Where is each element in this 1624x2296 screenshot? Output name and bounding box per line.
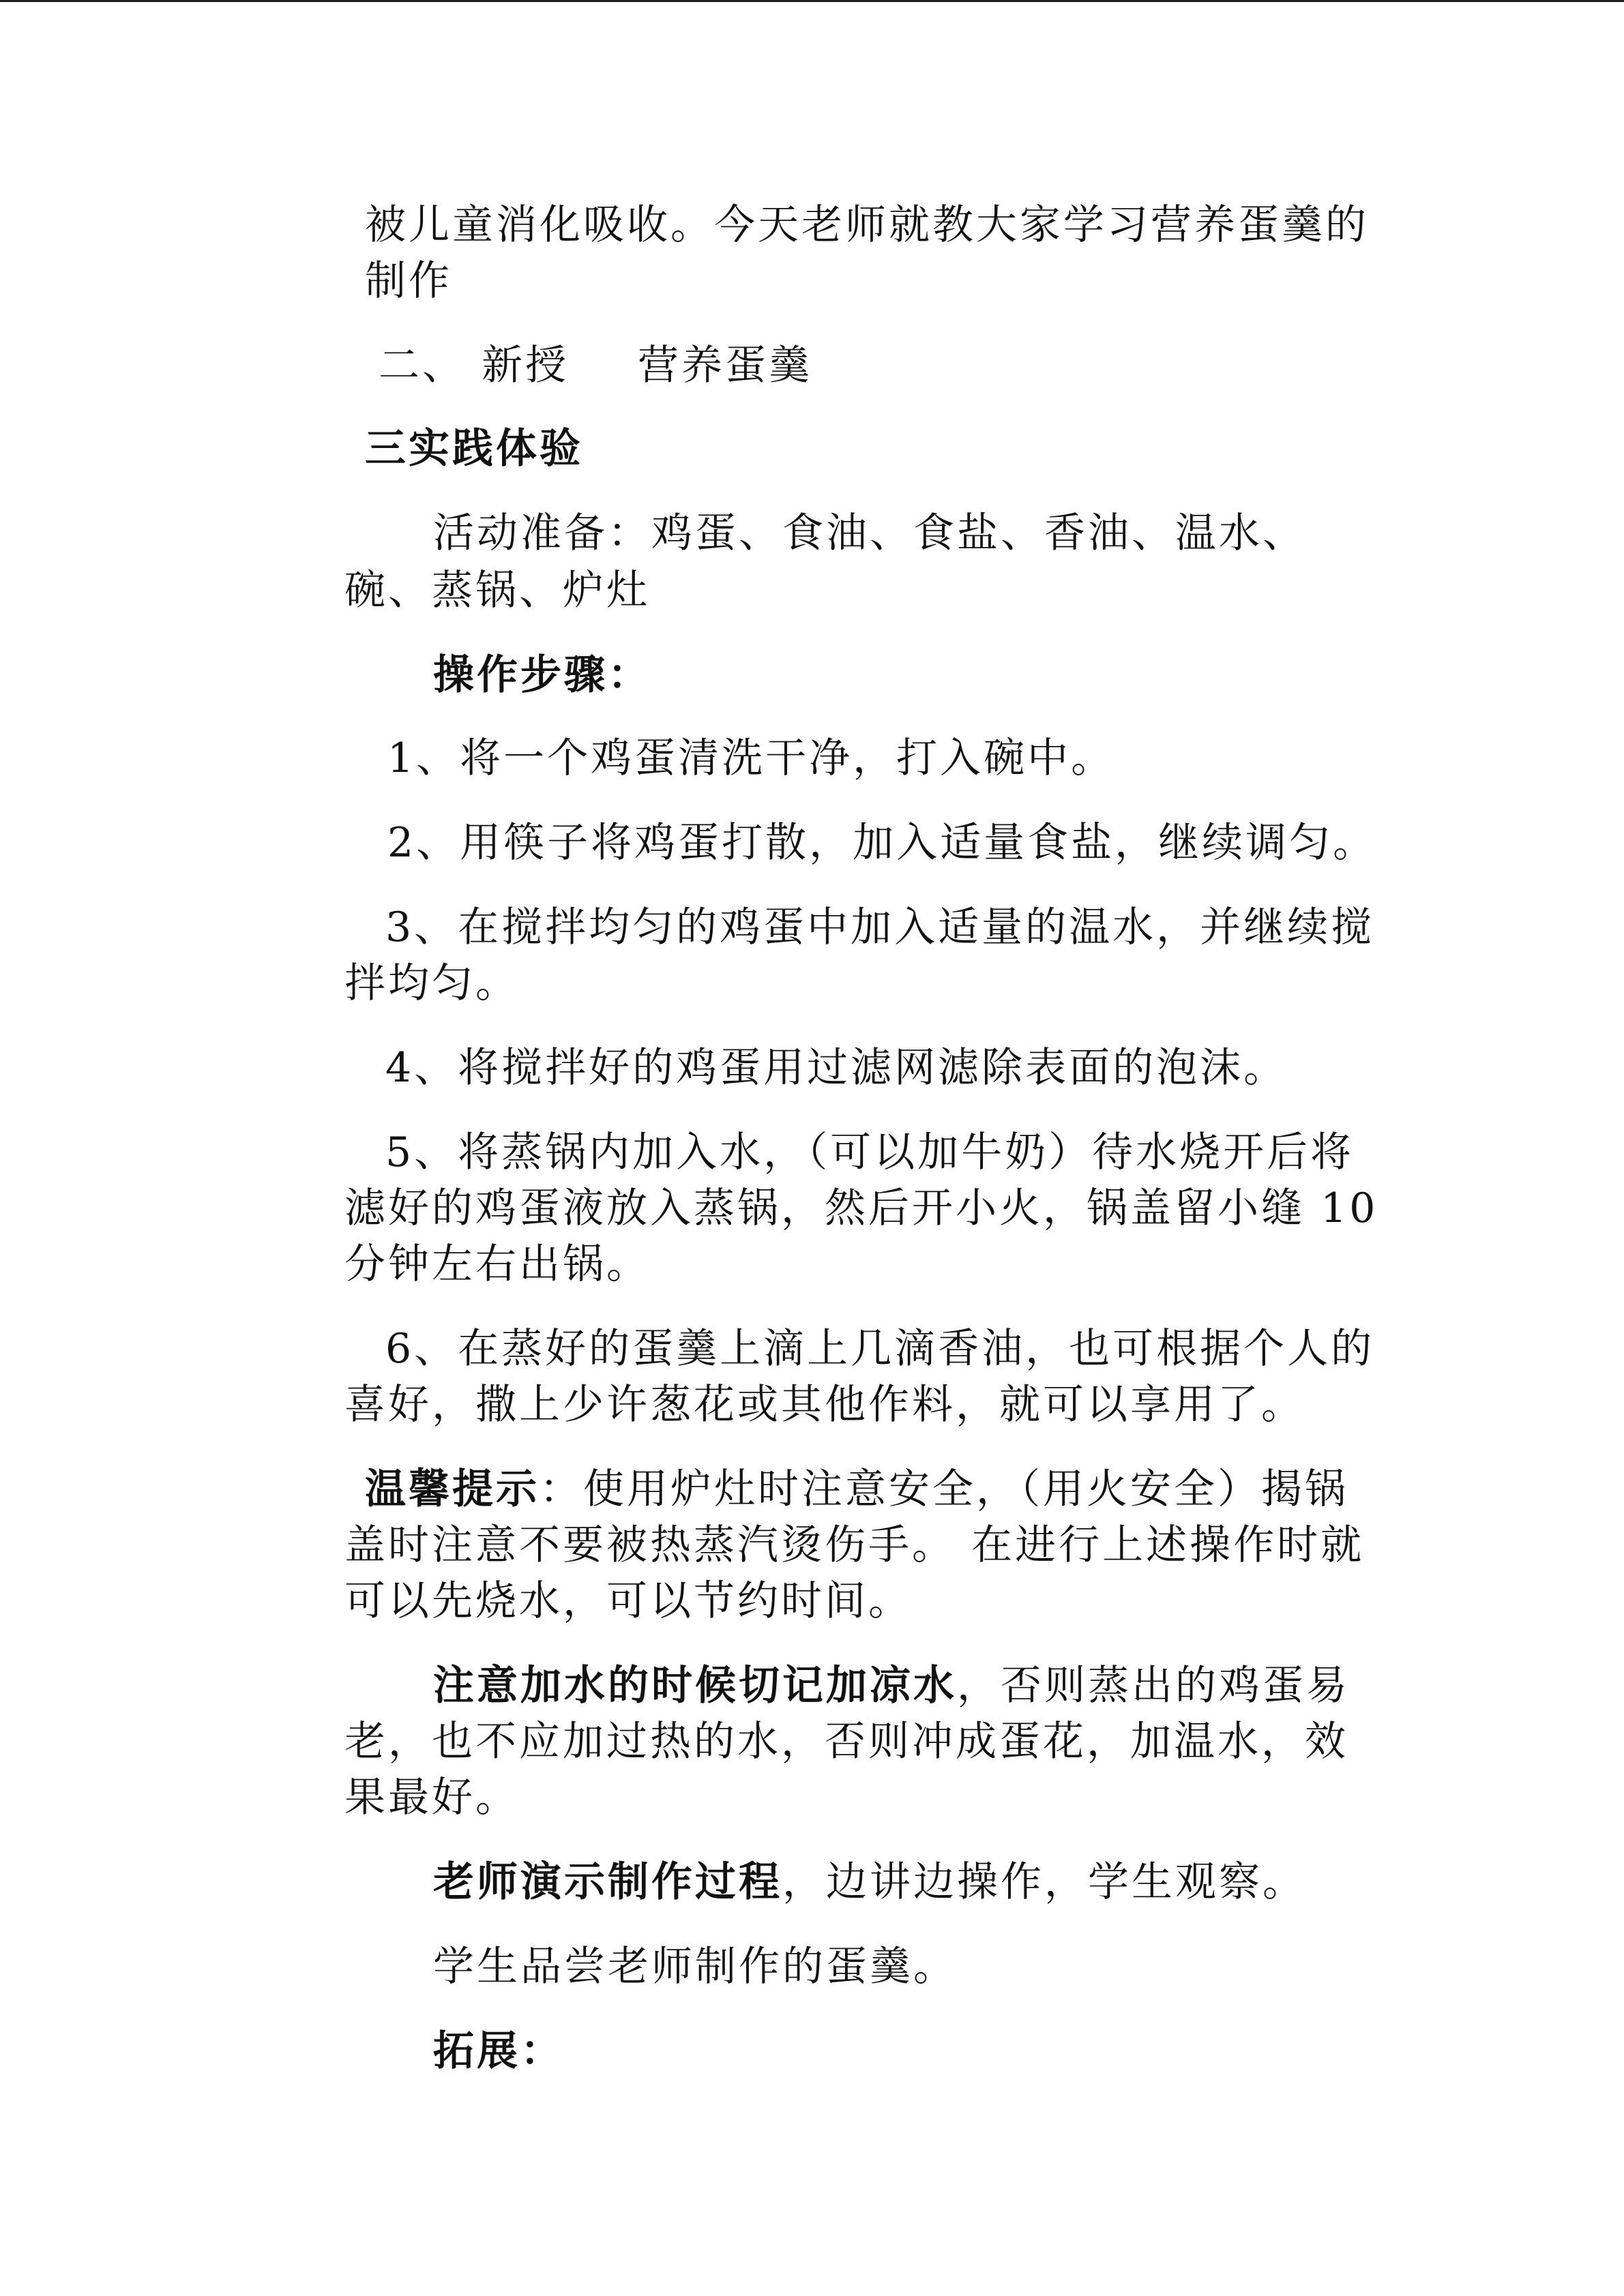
note-line-1-text: ，否则蒸出的鸡蛋易 [957,1662,1350,1710]
prep-line-1: 活动准备：鸡蛋、食油、食盐、香油、温水、 [433,509,1306,557]
note-line-2: 老，也不应加过热的水，否则冲成蛋花，加温水，效 [344,1718,1348,1765]
intro-line-2: 制作 [365,257,452,305]
prep-line-2: 碗、蒸锅、炉灶 [344,567,650,614]
intro-line-1: 被儿童消化吸收。今天老师就教大家学习营养蛋羹的 [365,201,1369,249]
section-2-title: 营养蛋羹 [638,342,812,389]
steps-heading: 操作步骤： [433,651,651,699]
tip-line-1 [365,1462,1348,1517]
demo-line [433,1855,1306,1909]
step-5-line-3: 分钟左右出锅。 [344,1240,650,1288]
demo-emphasis: 老师演示制作过程 [433,1858,782,1906]
taste-line: 学生品尝老师制作的蛋羹。 [433,1943,957,1991]
demo-text: ，边讲边操作，学生观察。 [782,1858,1306,1906]
step-5-line-2: 滤好的鸡蛋液放入蒸锅，然后开小火，锅盖留小缝 10 [344,1184,1378,1232]
step-2: 2、用筷子将鸡蛋打散，加入适量食盐，继续调匀。 [387,819,1377,867]
step-4: 4、将搅拌好的鸡蛋用过滤网滤除表面的泡沫。 [385,1044,1288,1092]
tip-line-2: 盖时注意不要被热蒸汽烫伤手。 在进行上述操作时就 [344,1521,1365,1569]
tip-line-1-text: ：使用炉灶时注意安全，（用火安全）揭锅 [540,1465,1348,1513]
note-emphasis: 注意加水的时候切记加凉水 [433,1662,957,1710]
extend-heading: 拓展： [433,2027,564,2075]
section-3-heading: 三实践体验 [365,425,583,473]
section-2-label: 二、 新授 [379,342,570,389]
step-6-line-2: 喜好，撒上少许葱花或其他作料，就可以享用了。 [344,1381,1305,1429]
step-3-line-1: 3、在搅拌均匀的鸡蛋中加入适量的温水，并继续搅 [385,904,1375,951]
step-3-line-2: 拌均匀。 [344,959,519,1007]
note-line-1 [433,1658,1350,1713]
tip-line-3: 可以先烧水，可以节约时间。 [344,1577,912,1625]
step-1: 1、将一个鸡蛋清洗干净，打入碗中。 [387,734,1115,782]
step-5-line-1: 5、将蒸锅内加入水，（可以加牛奶）待水烧开后将 [385,1129,1355,1176]
step-6-line-1: 6、在蒸好的蛋羹上滴上几滴香油，也可根据个人的 [385,1325,1375,1373]
tip-label: 温馨提示 [365,1465,540,1513]
note-line-3: 果最好。 [344,1774,519,1821]
